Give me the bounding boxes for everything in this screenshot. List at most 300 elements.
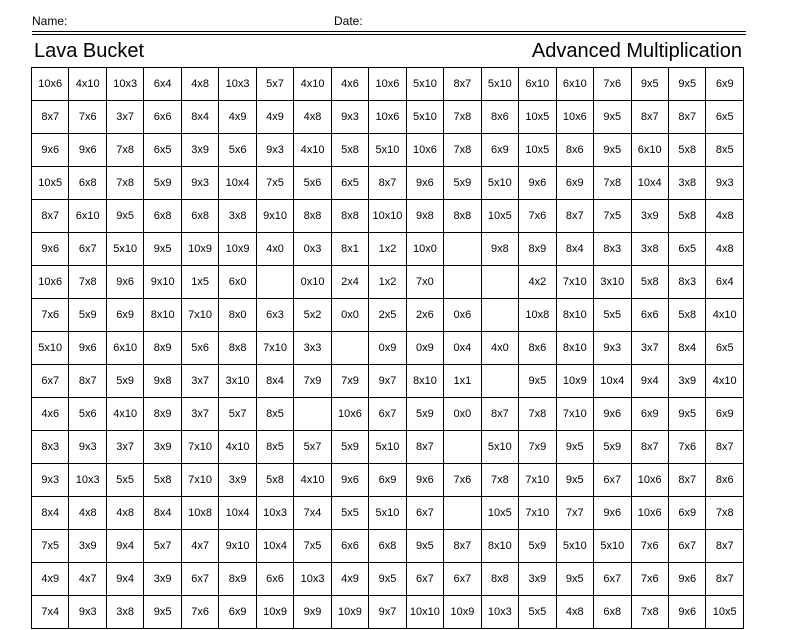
grid-cell: 8x7	[406, 431, 443, 464]
grid-cell: 5x10	[369, 497, 406, 530]
grid-cell: 5x7	[256, 68, 293, 101]
grid-cell: 10x6	[556, 101, 593, 134]
grid-cell: 8x4	[181, 101, 218, 134]
grid-cell: 6x3	[256, 299, 293, 332]
grid-cell: 6x8	[69, 167, 106, 200]
grid-cell: 9x3	[706, 167, 744, 200]
grid-cell: 3x7	[106, 101, 143, 134]
grid-row	[32, 200, 744, 233]
grid-cell: 4x9	[32, 563, 69, 596]
grid-cell: 6x8	[181, 200, 218, 233]
grid-cell: 3x10	[219, 365, 256, 398]
grid-cell: 4x10	[294, 134, 331, 167]
grid-cell: 5x6	[69, 398, 106, 431]
grid-cell: 4x8	[706, 200, 744, 233]
grid-cell: 8x7	[481, 398, 518, 431]
grid-cell: 4x10	[706, 299, 744, 332]
grid-cell: 3x7	[106, 431, 143, 464]
grid-cell: 7x8	[106, 134, 143, 167]
grid-cell: 9x10	[144, 266, 181, 299]
worksheet-subtitle: Advanced Multiplication	[531, 40, 742, 62]
grid-cell: 5x8	[631, 266, 668, 299]
grid-cell: 7x6	[631, 530, 668, 563]
grid-cell: 7x7	[556, 497, 593, 530]
grid-cell: 10x6	[32, 266, 69, 299]
grid-cell: 8x3	[32, 431, 69, 464]
grid-cell: 5x9	[144, 167, 181, 200]
grid-cell: 0x9	[406, 332, 443, 365]
grid-cell: 7x10	[181, 299, 218, 332]
grid-cell: 2x5	[369, 299, 406, 332]
grid-cell: 4x6	[32, 398, 69, 431]
grid-row	[32, 68, 744, 101]
grid-cell: 5x6	[294, 167, 331, 200]
grid-cell: 10x4	[631, 167, 668, 200]
grid-cell: 8x4	[144, 497, 181, 530]
grid-cell: 4x2	[519, 266, 556, 299]
grid-cell: 3x3	[294, 332, 331, 365]
grid-cell: 6x0	[219, 266, 256, 299]
grid-cell: 10x6	[32, 68, 69, 101]
grid-cell: 3x8	[106, 596, 143, 629]
grid-cell	[481, 365, 518, 398]
grid-row	[32, 266, 744, 299]
grid-row	[32, 134, 744, 167]
grid-cell: 5x10	[406, 101, 443, 134]
grid-cell: 7x6	[69, 101, 106, 134]
grid-cell: 3x7	[181, 365, 218, 398]
grid-cell: 6x9	[369, 464, 406, 497]
grid-cell: 10x5	[519, 101, 556, 134]
grid-cell: 9x3	[331, 101, 368, 134]
grid-cell: 8x10	[144, 299, 181, 332]
grid-cell: 10x6	[406, 134, 443, 167]
grid-cell: 5x7	[294, 431, 331, 464]
header-rule-top	[32, 31, 746, 32]
grid-cell: 8x4	[32, 497, 69, 530]
grid-cell: 9x6	[668, 596, 705, 629]
grid-cell	[444, 233, 481, 266]
grid-cell: 4x10	[294, 464, 331, 497]
grid-cell: 10x0	[406, 233, 443, 266]
grid-cell: 7x6	[594, 68, 631, 101]
grid-cell: 7x8	[481, 464, 518, 497]
grid-cell: 8x9	[144, 332, 181, 365]
grid-cell: 0x6	[444, 299, 481, 332]
grid-cell: 10x10	[406, 596, 443, 629]
grid-cell: 5x8	[331, 134, 368, 167]
grid-cell: 4x9	[331, 563, 368, 596]
grid-cell: 6x5	[706, 332, 744, 365]
grid-cell: 7x8	[69, 266, 106, 299]
grid-cell: 8x7	[706, 530, 744, 563]
grid-cell: 7x4	[294, 497, 331, 530]
grid-cell	[331, 332, 368, 365]
grid-cell: 6x9	[556, 167, 593, 200]
grid-cell: 3x9	[219, 464, 256, 497]
grid-row	[32, 431, 744, 464]
grid-cell: 6x10	[631, 134, 668, 167]
grid-cell: 9x6	[406, 167, 443, 200]
grid-cell: 7x10	[181, 431, 218, 464]
grid-cell: 0x3	[294, 233, 331, 266]
grid-cell: 5x8	[144, 464, 181, 497]
grid-cell: 9x5	[519, 365, 556, 398]
grid-cell	[444, 266, 481, 299]
grid-cell: 8x6	[706, 464, 744, 497]
grid-cell: 7x6	[668, 431, 705, 464]
grid-cell: 9x5	[668, 68, 705, 101]
grid-cell: 0x0	[331, 299, 368, 332]
grid-cell: 4x10	[219, 431, 256, 464]
grid-cell: 4x0	[481, 332, 518, 365]
grid-cell: 6x6	[144, 101, 181, 134]
grid-cell: 7x6	[631, 563, 668, 596]
grid-cell: 8x3	[594, 233, 631, 266]
grid-cell: 5x5	[331, 497, 368, 530]
grid-cell	[444, 497, 481, 530]
grid-cell: 5x9	[406, 398, 443, 431]
grid-cell: 8x8	[219, 332, 256, 365]
grid-cell: 9x5	[594, 101, 631, 134]
grid-cell: 9x10	[256, 200, 293, 233]
grid-cell: 4x8	[706, 233, 744, 266]
grid-cell: 9x3	[594, 332, 631, 365]
grid-cell: 10x5	[32, 167, 69, 200]
grid-cell: 8x9	[219, 563, 256, 596]
grid-cell: 6x8	[369, 530, 406, 563]
grid-cell: 6x7	[406, 497, 443, 530]
grid-cell: 6x5	[144, 134, 181, 167]
grid-cell: 5x8	[256, 464, 293, 497]
grid-cell: 4x8	[106, 497, 143, 530]
grid-cell	[256, 266, 293, 299]
grid-cell: 9x6	[594, 398, 631, 431]
grid-cell: 4x8	[294, 101, 331, 134]
grid-cell: 10x9	[256, 596, 293, 629]
grid-cell: 6x10	[106, 332, 143, 365]
grid-cell: 5x8	[668, 134, 705, 167]
grid-cell: 8x10	[406, 365, 443, 398]
grid-row	[32, 563, 744, 596]
grid-cell: 8x7	[668, 464, 705, 497]
multiplication-grid	[31, 67, 744, 629]
grid-cell: 7x8	[706, 497, 744, 530]
grid-cell: 3x8	[668, 167, 705, 200]
grid-cell: 8x5	[256, 398, 293, 431]
grid-cell: 5x10	[556, 530, 593, 563]
date-label: Date:	[334, 14, 363, 28]
grid-cell: 7x10	[181, 464, 218, 497]
grid-cell: 5x8	[668, 200, 705, 233]
grid-cell: 9x8	[481, 233, 518, 266]
grid-cell	[444, 431, 481, 464]
grid-cell: 10x6	[369, 68, 406, 101]
grid-cell: 1x5	[181, 266, 218, 299]
grid-cell: 7x8	[106, 167, 143, 200]
grid-cell: 8x0	[219, 299, 256, 332]
grid-cell: 5x9	[69, 299, 106, 332]
grid-cell: 7x9	[519, 431, 556, 464]
grid-cell: 4x7	[69, 563, 106, 596]
grid-cell: 7x4	[32, 596, 69, 629]
grid-cell: 10x3	[294, 563, 331, 596]
grid-cell: 6x9	[106, 299, 143, 332]
grid-cell	[294, 398, 331, 431]
grid-cell: 9x5	[556, 431, 593, 464]
grid-cell: 5x10	[369, 134, 406, 167]
grid-cell: 4x7	[181, 530, 218, 563]
header-rule-bottom	[32, 34, 746, 35]
grid-cell: 9x9	[294, 596, 331, 629]
grid-cell: 10x10	[369, 200, 406, 233]
grid-cell: 6x7	[181, 563, 218, 596]
grid-cell: 4x0	[256, 233, 293, 266]
grid-cell: 6x5	[331, 167, 368, 200]
grid-cell: 4x9	[256, 101, 293, 134]
grid-cell: 10x4	[594, 365, 631, 398]
grid-cell: 8x8	[444, 200, 481, 233]
grid-cell: 6x9	[481, 134, 518, 167]
grid-cell: 9x7	[369, 596, 406, 629]
grid-cell: 6x6	[631, 299, 668, 332]
grid-cell: 8x7	[706, 563, 744, 596]
grid-cell: 9x6	[406, 464, 443, 497]
grid-cell: 7x8	[444, 101, 481, 134]
grid-cell: 8x10	[481, 530, 518, 563]
grid-cell: 10x9	[219, 233, 256, 266]
grid-cell: 4x10	[706, 365, 744, 398]
grid-cell: 10x9	[181, 233, 218, 266]
grid-cell: 3x9	[631, 200, 668, 233]
grid-cell: 9x8	[406, 200, 443, 233]
grid-cell: 8x7	[631, 431, 668, 464]
grid-cell: 7x9	[331, 365, 368, 398]
grid-cell: 10x6	[369, 101, 406, 134]
grid-cell: 9x10	[219, 530, 256, 563]
grid-cell: 6x7	[668, 530, 705, 563]
grid-cell: 9x6	[69, 134, 106, 167]
grid-cell: 4x8	[69, 497, 106, 530]
grid-cell: 6x7	[369, 398, 406, 431]
grid-cell: 8x10	[556, 332, 593, 365]
grid-cell: 6x9	[706, 68, 744, 101]
grid-cell: 3x9	[69, 530, 106, 563]
grid-cell: 10x4	[256, 530, 293, 563]
grid-cell: 10x3	[256, 497, 293, 530]
grid-cell: 6x7	[32, 365, 69, 398]
grid-cell: 10x6	[631, 497, 668, 530]
grid-cell: 7x10	[556, 266, 593, 299]
grid-cell: 5x7	[219, 398, 256, 431]
grid-cell: 5x10	[594, 530, 631, 563]
grid-cell: 3x7	[181, 398, 218, 431]
name-label: Name:	[32, 14, 68, 28]
grid-cell: 9x3	[69, 431, 106, 464]
grid-cell: 3x9	[144, 431, 181, 464]
grid-cell: 7x8	[444, 134, 481, 167]
grid-cell: 9x6	[69, 332, 106, 365]
grid-cell: 8x7	[369, 167, 406, 200]
grid-cell: 10x5	[519, 134, 556, 167]
grid-cell: 5x10	[481, 68, 518, 101]
grid-cell: 8x6	[556, 134, 593, 167]
grid-cell: 8x6	[519, 332, 556, 365]
grid-cell: 10x9	[444, 596, 481, 629]
grid-cell: 8x9	[144, 398, 181, 431]
grid-cell: 10x9	[556, 365, 593, 398]
grid-cell: 10x8	[181, 497, 218, 530]
grid-cell: 6x8	[594, 596, 631, 629]
grid-cell: 3x8	[631, 233, 668, 266]
grid-cell: 9x5	[144, 233, 181, 266]
grid-cell: 9x8	[144, 365, 181, 398]
grid-cell: 6x4	[144, 68, 181, 101]
grid-cell: 9x5	[556, 464, 593, 497]
grid-cell: 5x10	[406, 68, 443, 101]
grid-cell: 7x6	[181, 596, 218, 629]
grid-cell: 10x5	[481, 200, 518, 233]
grid-cell: 0x10	[294, 266, 331, 299]
grid-row	[32, 101, 744, 134]
grid-cell: 9x3	[181, 167, 218, 200]
grid-cell: 10x3	[219, 68, 256, 101]
grid-cell: 9x7	[369, 365, 406, 398]
grid-cell: 5x5	[519, 596, 556, 629]
grid-cell: 9x4	[106, 563, 143, 596]
grid-cell: 9x5	[631, 68, 668, 101]
grid-cell: 4x8	[556, 596, 593, 629]
grid-cell: 7x5	[256, 167, 293, 200]
grid-row	[32, 299, 744, 332]
grid-cell: 8x4	[256, 365, 293, 398]
grid-cell: 10x3	[69, 464, 106, 497]
grid-cell: 6x5	[668, 233, 705, 266]
grid-cell: 8x7	[444, 68, 481, 101]
grid-cell: 8x10	[556, 299, 593, 332]
grid-cell: 9x5	[594, 134, 631, 167]
grid-cell: 3x9	[144, 563, 181, 596]
grid-cell	[481, 299, 518, 332]
grid-cell: 0x9	[369, 332, 406, 365]
grid-row	[32, 530, 744, 563]
grid-row	[32, 596, 744, 629]
grid-cell: 10x8	[519, 299, 556, 332]
grid-cell: 5x9	[106, 365, 143, 398]
grid-row	[32, 365, 744, 398]
grid-cell: 9x6	[594, 497, 631, 530]
grid-cell: 4x8	[181, 68, 218, 101]
grid-cell: 9x5	[556, 563, 593, 596]
grid-row	[32, 233, 744, 266]
grid-cell: 9x6	[668, 563, 705, 596]
grid-cell: 6x5	[706, 101, 744, 134]
grid-cell: 9x5	[668, 398, 705, 431]
grid-cell: 7x0	[406, 266, 443, 299]
grid-cell: 3x8	[219, 200, 256, 233]
grid-cell: 9x6	[106, 266, 143, 299]
grid-cell: 8x8	[481, 563, 518, 596]
grid-cell: 10x5	[706, 596, 744, 629]
grid-cell: 10x3	[106, 68, 143, 101]
grid-cell: 5x9	[594, 431, 631, 464]
grid-cell: 6x7	[406, 563, 443, 596]
grid-cell: 9x4	[631, 365, 668, 398]
grid-cell: 8x7	[706, 431, 744, 464]
grid-cell: 9x3	[32, 464, 69, 497]
grid-cell: 7x5	[594, 200, 631, 233]
grid-cell: 9x5	[369, 563, 406, 596]
grid-cell: 9x5	[144, 596, 181, 629]
grid-row	[32, 332, 744, 365]
grid-cell: 8x1	[331, 233, 368, 266]
grid-cell: 8x4	[668, 332, 705, 365]
grid-cell: 9x5	[406, 530, 443, 563]
grid-cell: 7x8	[594, 167, 631, 200]
grid-cell: 5x9	[444, 167, 481, 200]
grid-cell: 5x10	[481, 431, 518, 464]
grid-cell: 4x6	[331, 68, 368, 101]
grid-cell: 5x9	[519, 530, 556, 563]
grid-cell: 7x6	[519, 200, 556, 233]
grid-cell: 6x9	[668, 497, 705, 530]
grid-cell: 10x6	[331, 398, 368, 431]
grid-cell: 5x10	[32, 332, 69, 365]
grid-cell: 8x7	[32, 200, 69, 233]
grid-cell: 6x7	[69, 233, 106, 266]
grid-cell: 6x6	[256, 563, 293, 596]
grid-cell: 5x10	[106, 233, 143, 266]
grid-cell: 5x10	[369, 431, 406, 464]
grid-cell	[481, 266, 518, 299]
grid-cell: 6x9	[219, 596, 256, 629]
grid-cell: 0x4	[444, 332, 481, 365]
grid-cell: 4x10	[69, 68, 106, 101]
grid-cell: 7x10	[519, 497, 556, 530]
grid-cell: 10x4	[219, 497, 256, 530]
grid-cell: 6x6	[331, 530, 368, 563]
grid-cell: 8x8	[331, 200, 368, 233]
grid-cell: 2x4	[331, 266, 368, 299]
grid-cell: 7x5	[32, 530, 69, 563]
grid-cell: 3x7	[631, 332, 668, 365]
grid-cell: 9x5	[106, 200, 143, 233]
grid-cell: 7x8	[519, 398, 556, 431]
grid-cell: 9x6	[331, 464, 368, 497]
grid-cell: 1x2	[369, 233, 406, 266]
grid-cell: 10x5	[481, 497, 518, 530]
grid-cell: 4x10	[106, 398, 143, 431]
grid-cell: 9x4	[106, 530, 143, 563]
grid-row	[32, 398, 744, 431]
grid-cell: 6x10	[556, 68, 593, 101]
grid-cell: 6x10	[69, 200, 106, 233]
grid-cell: 5x10	[481, 167, 518, 200]
grid-cell: 5x9	[331, 431, 368, 464]
grid-cell: 3x9	[519, 563, 556, 596]
grid-cell: 9x6	[32, 134, 69, 167]
grid-cell: 6x10	[519, 68, 556, 101]
grid-cell: 9x3	[256, 134, 293, 167]
grid-cell: 6x8	[144, 200, 181, 233]
grid-cell: 10x4	[219, 167, 256, 200]
grid-cell: 3x9	[668, 365, 705, 398]
grid-cell: 9x3	[69, 596, 106, 629]
grid-cell: 8x5	[256, 431, 293, 464]
grid-cell: 8x8	[294, 200, 331, 233]
grid-row	[32, 464, 744, 497]
grid-cell: 7x6	[32, 299, 69, 332]
